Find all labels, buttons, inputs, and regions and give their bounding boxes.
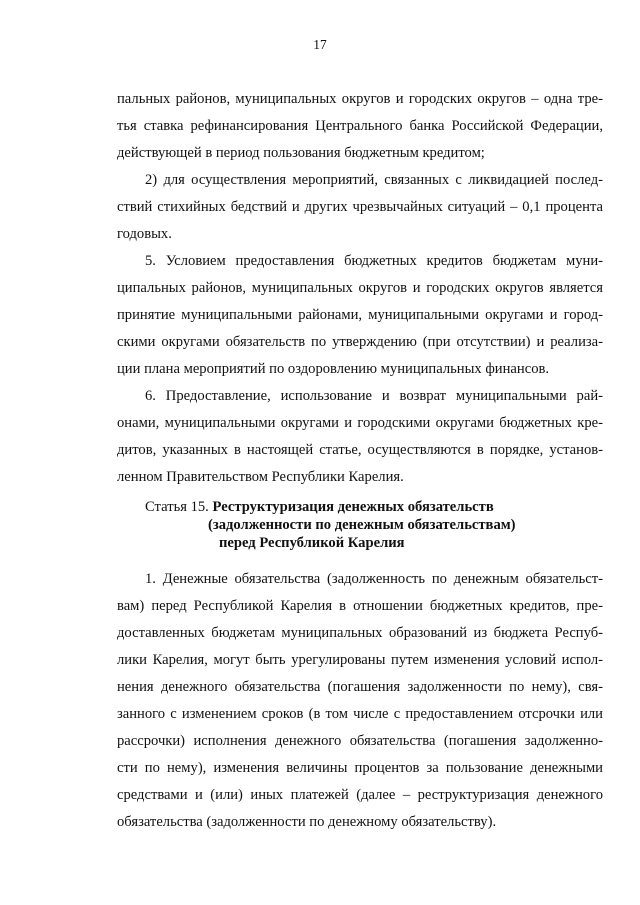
text-line: 2) для осуществления мероприятий, связанных с ликвидацией послед- <box>145 172 603 188</box>
text-line: годовых. <box>117 226 172 242</box>
text-line: занного с изменением сроков (в том числе с предоставлением отсрочки или <box>117 706 603 722</box>
article-title-line: перед Республикой Карелия <box>219 535 405 551</box>
text-line: скими округами обязательств по утверждению (при отсутствии) и реализа- <box>117 334 603 350</box>
text-line: сти по нему), изменения величины процентов за пользование денежными <box>117 760 603 776</box>
article-heading-line <box>145 534 516 552</box>
text-line: ствий стихийных бедствий и других чрезвычайных ситуаций – 0,1 процента <box>117 199 603 215</box>
text-line: 1. Денежные обязательства (задолженность по денежным обязательст- <box>145 571 603 587</box>
text-line: ципальных районов, муниципальных округов и городских округов является <box>117 280 603 296</box>
article-heading-line <box>145 498 516 516</box>
text-line: доставленных бюджетам муниципальных образований из бюджета Респуб- <box>117 625 603 641</box>
text-line: принятие муниципальными районами, муниципальными округами и город- <box>117 307 603 323</box>
page-number: 17 <box>313 37 327 52</box>
text-line: пальных районов, муниципальных округов и городских округов – одна тре- <box>117 91 603 107</box>
text-line: нения денежного обязательства (погашения задолженности по нему), свя- <box>117 679 603 695</box>
text-line: вам) перед Республикой Карелия в отношении бюджетных кредитов, пре- <box>117 598 603 614</box>
text-line: ленном Правительством Республики Карелия. <box>117 469 404 485</box>
article-heading-line <box>145 516 516 534</box>
text-line: лики Карелия, могут быть урегулированы путем изменения условий испол- <box>117 652 603 668</box>
text-line: дитов, указанных в настоящей статье, осуществляются в порядке, установ- <box>117 442 603 458</box>
article-title-line: (задолженности по денежным обязательствам) <box>208 517 516 533</box>
article-title-line: Реструктуризация денежных обязательств <box>212 499 494 515</box>
text-line: действующей в период пользования бюджетным кредитом; <box>117 145 485 161</box>
article-number: Статья 15. <box>145 499 209 515</box>
text-line: ции плана мероприятий по оздоровлению муниципальных финансов. <box>117 361 550 377</box>
article-heading <box>145 498 516 552</box>
text-line: средствами и (или) иных платежей (далее – реструктуризация денежного <box>117 787 603 803</box>
text-line: онами, муниципальными округами и городскими округами бюджетных кре- <box>117 415 603 431</box>
text-line: тья ставка рефинансирования Центрального банка Российской Федерации, <box>117 118 603 134</box>
text-line: 5. Условием предоставления бюджетных кредитов бюджетам муни- <box>145 253 603 269</box>
text-line: рассрочки) исполнения денежного обязательства (погашения задолженно- <box>117 733 603 749</box>
text-line: 6. Предоставление, использование и возврат муниципальными рай- <box>145 388 603 404</box>
text-line: обязательства (задолженности по денежному обязательству). <box>117 814 497 830</box>
